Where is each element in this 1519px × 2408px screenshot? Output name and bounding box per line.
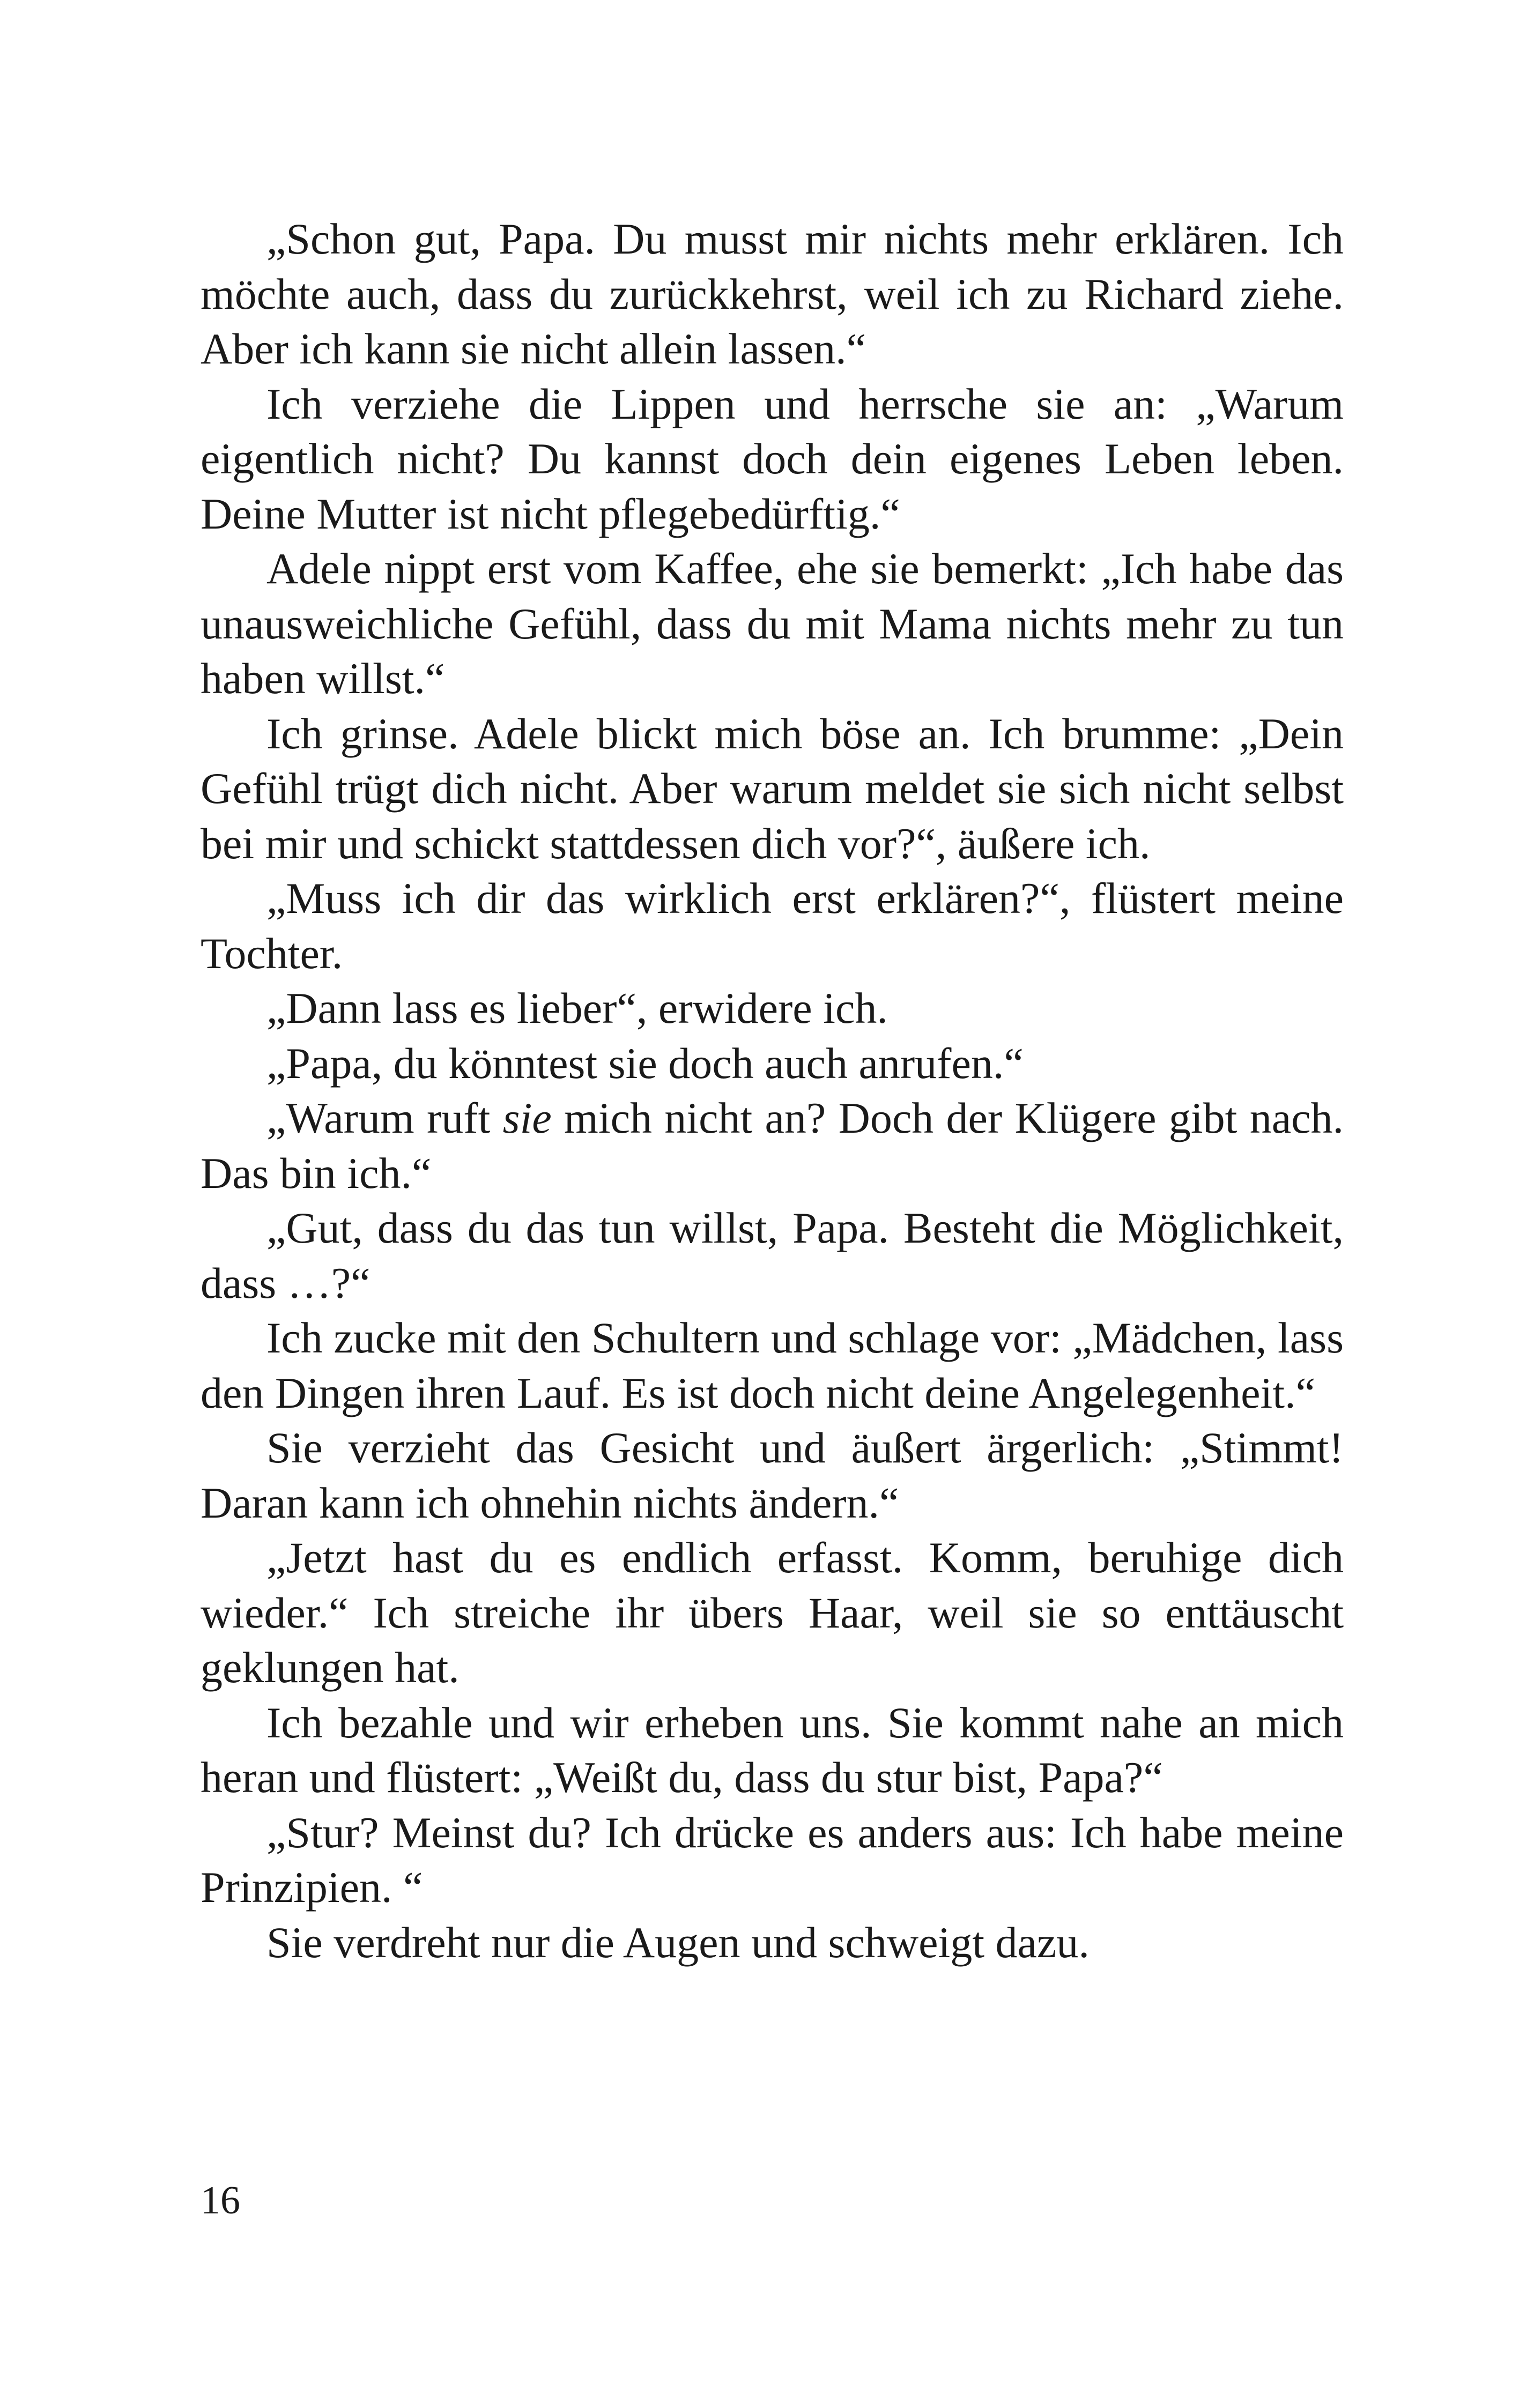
body-text (201, 212, 1344, 1970)
paragraph-8 (201, 1091, 1344, 1201)
paragraph-13: Ich bezahle und wir erheben uns. Sie kommt nahe an mich heran und flüstert: „Weißt du, dass du stur bist, Papa?“ (201, 1698, 1344, 1802)
paragraph-15: Sie verdreht nur die Augen und schweigt dazu. (266, 1918, 1090, 1967)
paragraph-4: Ich grinse. Adele blickt mich böse an. Ich brumme: „Dein Gefühl trügt dich nicht. Aber warum meldet sie sich nicht selbst bei mir und schickt stattdessen dich vor?“, äußere ich. (201, 709, 1344, 868)
paragraph-6: „Dann lass es lieber“, erwidere ich. (266, 984, 888, 1032)
paragraph-8-after: mich nicht an? Doch der Klügere gibt nach. Das bin ich.“ (201, 1094, 1344, 1198)
paragraph-1: „Schon gut, Papa. Du musst mir nichts mehr erklären. Ich möchte auch, dass du zurückkehrst, weil ich zu Richard ziehe. Aber ich kann sie nicht allein lassen.“ (201, 214, 1344, 373)
page-number: 16 (201, 2179, 240, 2223)
paragraph-9: „Gut, dass du das tun willst, Papa. Besteht die Möglichkeit, dass …?“ (201, 1203, 1344, 1307)
paragraph-10: Ich zucke mit den Schultern und schlage vor: „Mädchen, lass den Dingen ihren Lauf. Es ist doch nicht deine Angelegenheit.“ (201, 1313, 1344, 1417)
paragraph-5: „Muss ich dir das wirklich erst erklären?“, flüstert meine Tochter. (201, 874, 1344, 978)
paragraph-11: Sie verzieht das Gesicht und äußert ärgerlich: „Stimmt! Daran kann ich ohnehin nichts ändern.“ (201, 1423, 1344, 1527)
paragraph-8-before: „Warum ruft (266, 1094, 503, 1142)
paragraph-3: Adele nippt erst vom Kaffee, ehe sie bemerkt: „Ich habe das unausweichliche Gefühl, dass du mit Mama nichts mehr zu tun haben willst.“ (201, 544, 1344, 703)
paragraph-7: „Papa, du könntest sie doch auch anrufen.“ (266, 1038, 1024, 1088)
paragraph-2: Ich verziehe die Lippen und herrsche sie an: „Warum eigentlich nicht? Du kannst doch dein eigenes Leben leben. Deine Mutter ist nicht pflegebedürftig.“ (201, 379, 1344, 538)
paragraph-8-emphasis: sie (502, 1094, 552, 1142)
paragraph-12: „Jetzt hast du es endlich erfasst. Komm, beruhige dich wieder.“ Ich streiche ihr übers Haar, weil sie so enttäuscht geklungen hat. (201, 1533, 1344, 1692)
paragraph-14: „Stur? Meinst du? Ich drücke es anders aus: Ich habe meine Prinzipien. “ (201, 1808, 1344, 1912)
